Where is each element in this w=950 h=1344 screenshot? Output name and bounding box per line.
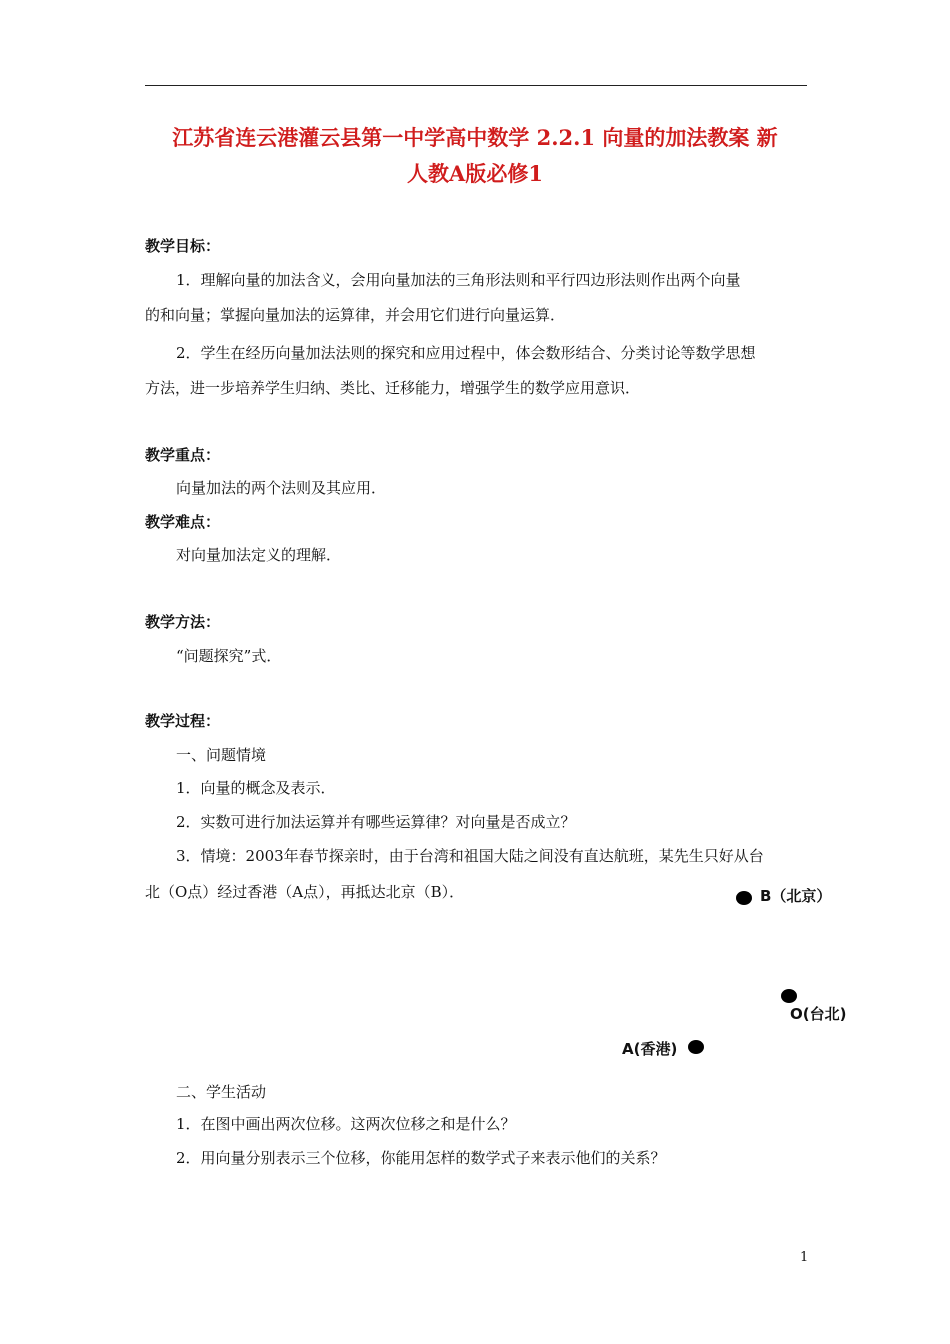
- process-heading: 教学过程：: [145, 712, 221, 730]
- label-b-beijing: B（北京）: [760, 887, 832, 905]
- question-2: 2．实数可进行加法运算并有哪些运算律？对向量是否成立？: [176, 813, 576, 831]
- question-1: 1．向量的概念及表示．: [176, 779, 336, 797]
- point-a-dot: [688, 1040, 704, 1054]
- point-o-dot: [781, 989, 797, 1003]
- activity-1: 1．在图中画出两次位移。这两次位移之和是什么？: [176, 1115, 516, 1133]
- key-heading: 教学重点：: [145, 446, 221, 464]
- question-3-line2: 北（O点）经过香港（A点），再抵达北京（B）．: [145, 883, 465, 901]
- doc-title-line1: 江苏省连云港灌云县第一中学高中数学 2.2.1 向量的加法教案 新: [172, 125, 778, 150]
- difficulty-text: 对向量加法定义的理解．: [176, 546, 342, 564]
- section2-heading: 二、学生活动: [176, 1083, 267, 1101]
- activity-2: 2．用向量分别表示三个位移，你能用怎样的数学式子来表示他们的关系？: [176, 1149, 666, 1167]
- key-text: 向量加法的两个法则及其应用．: [176, 479, 387, 497]
- point-b-dot: [736, 891, 752, 905]
- method-heading: 教学方法：: [145, 613, 221, 631]
- goal1-line1: 1．理解向量的加法含义，会用向量加法的三角形法则和平行四边形法则作出两个向量: [176, 271, 741, 289]
- header-rule: [145, 85, 807, 86]
- difficulty-heading: 教学难点：: [145, 513, 221, 531]
- label-a-hongkong: A(香港): [622, 1040, 678, 1058]
- goal2-line1: 2．学生在经历向量加法法则的探究和应用过程中，体会数形结合、分类讨论等数学思想: [176, 344, 756, 362]
- page-number: 1: [800, 1250, 809, 1265]
- doc-title-line2: 人教A版必修1: [407, 161, 543, 186]
- method-text: “问题探究”式．: [176, 647, 282, 665]
- goals-heading: 教学目标：: [145, 237, 221, 255]
- goal1-line2: 的和向量；掌握向量加法的运算律，并会用它们进行向量运算．: [145, 306, 566, 324]
- goal2-line2: 方法，进一步培养学生归纳、类比、迁移能力，增强学生的数学应用意识．: [145, 379, 641, 397]
- question-3-line1: 3．情境：2003年春节探亲时，由于台湾和祖国大陆之间没有直达航班，某先生只好从台: [176, 847, 764, 865]
- label-o-taipei: O(台北): [790, 1005, 847, 1023]
- section1-heading: 一、问题情境: [176, 746, 267, 764]
